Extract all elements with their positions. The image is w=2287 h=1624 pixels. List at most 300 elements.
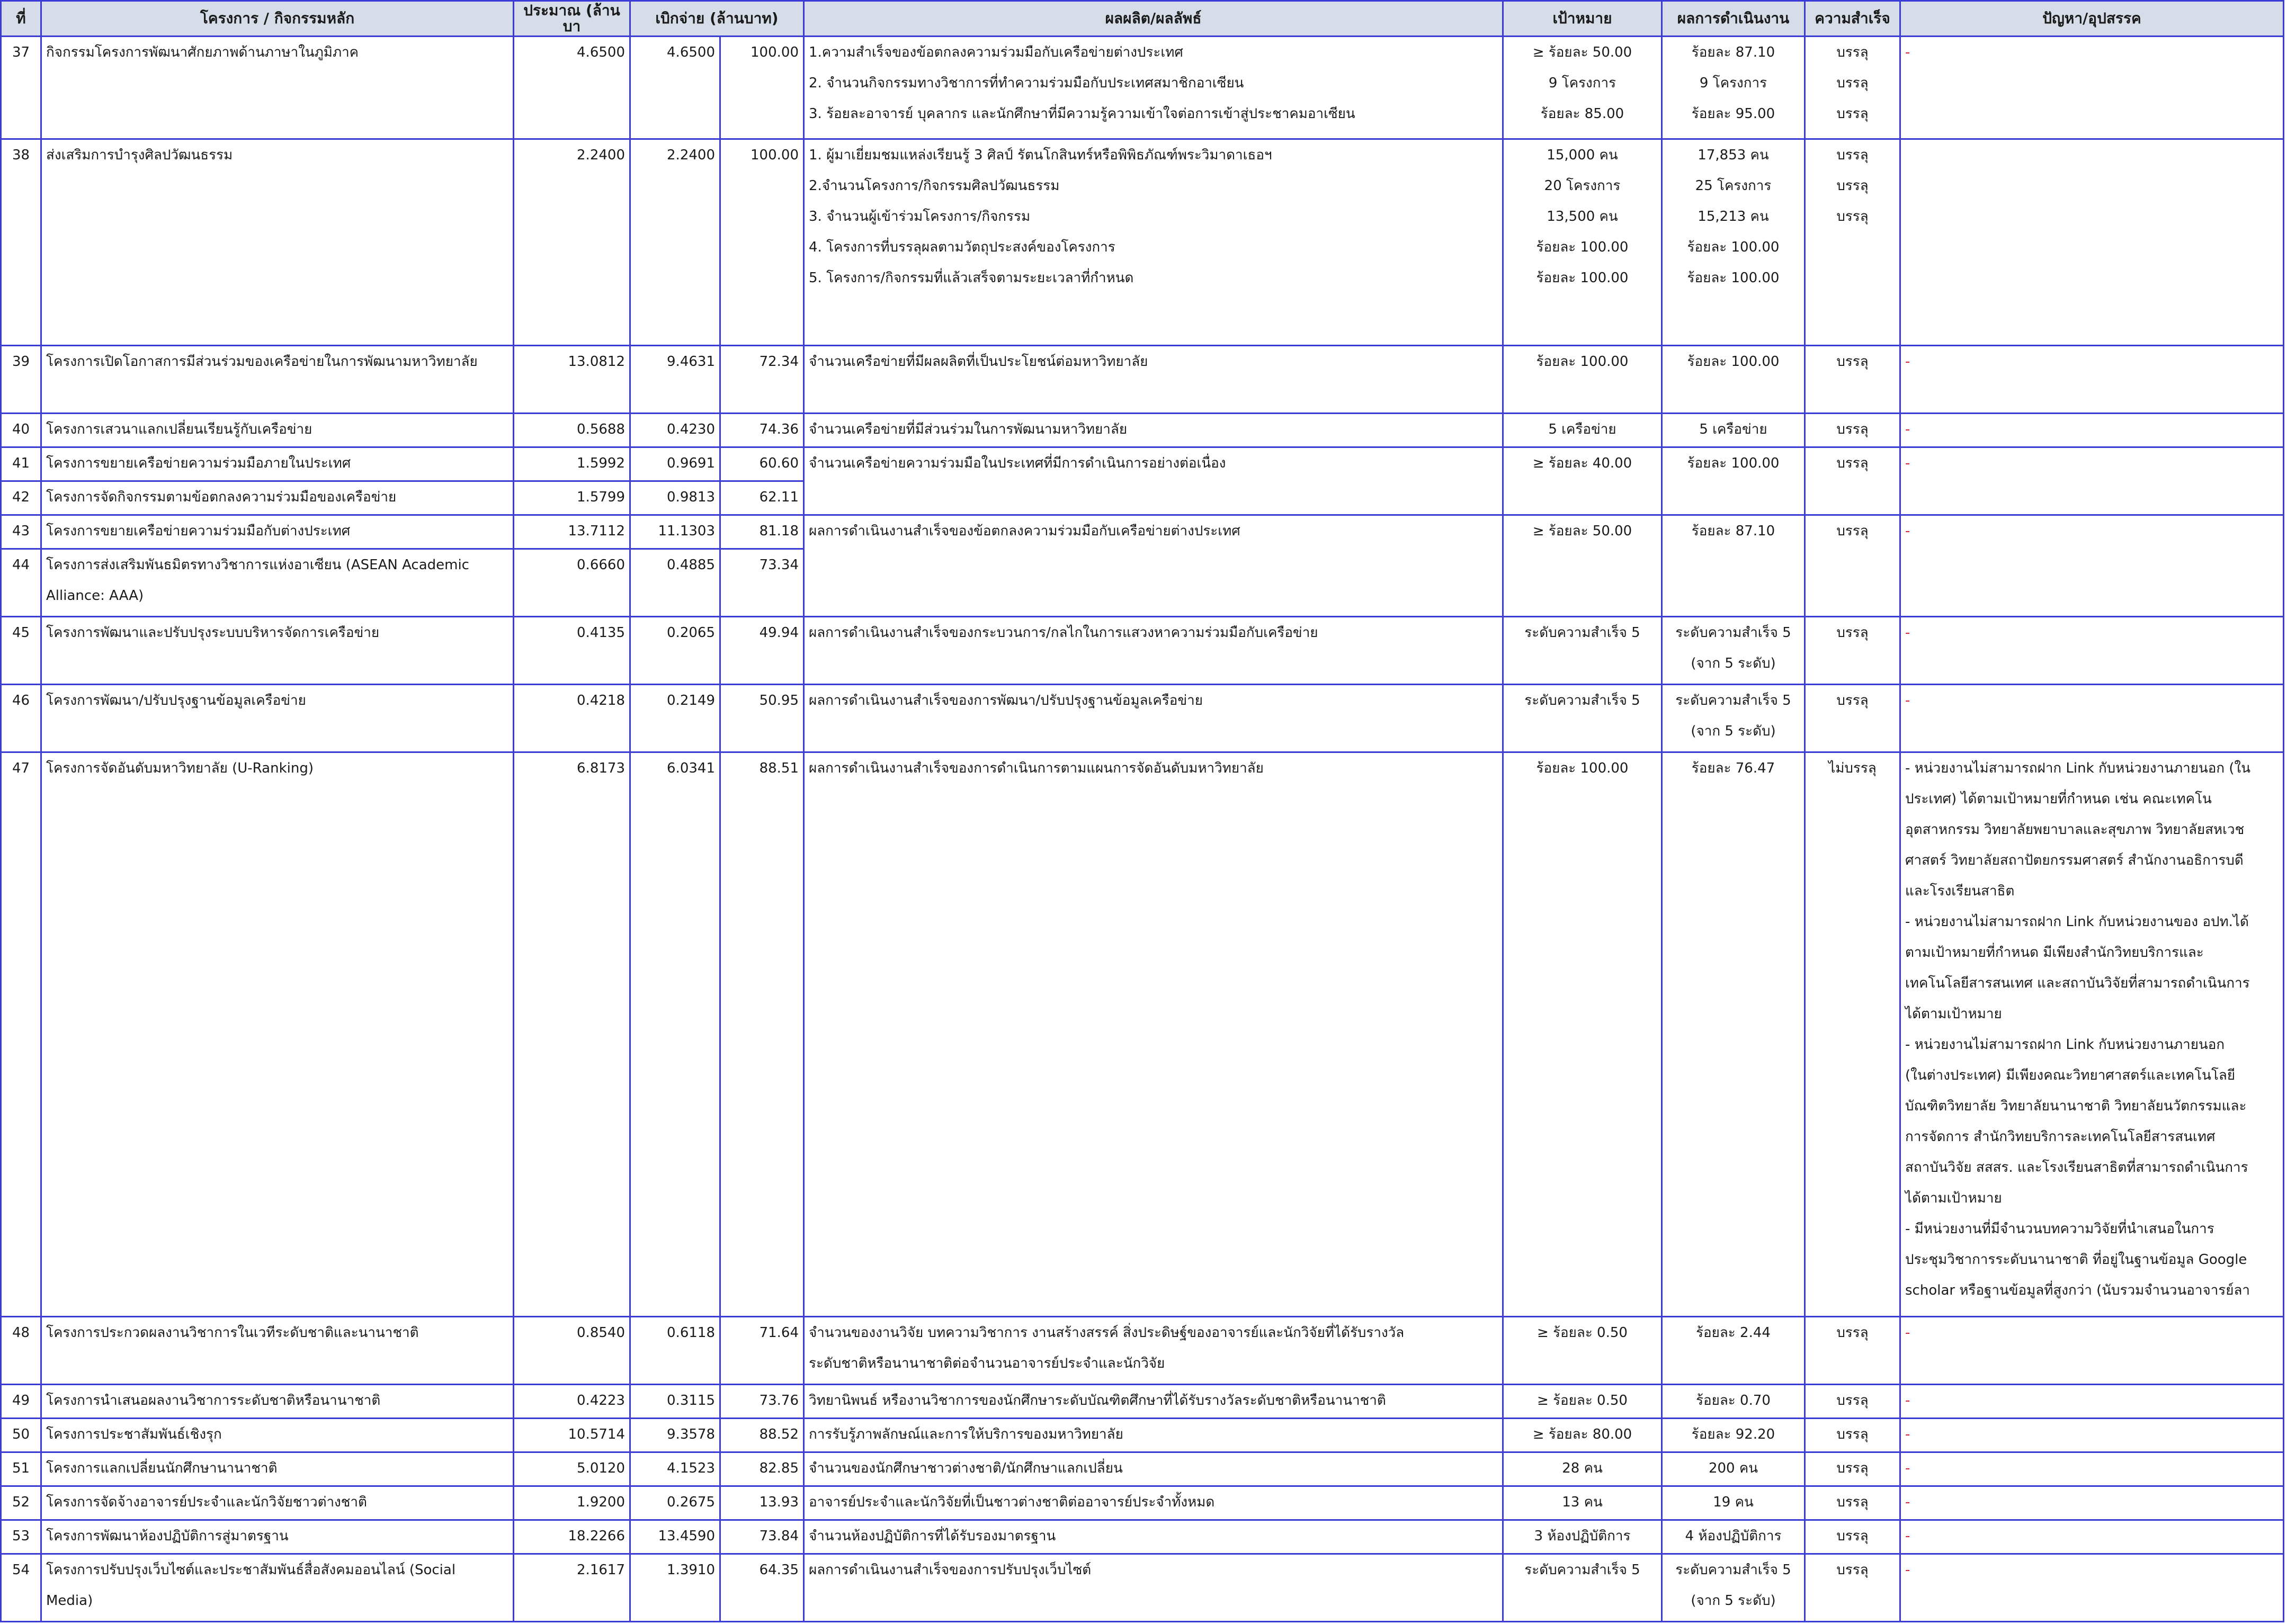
output-line: อาจารย์ประจำและนักวิจัยที่เป็นชาวต่างชาติต่ออาจารย์ประจำทั้งหมด (809, 1494, 1215, 1510)
result-line: (จาก 5 ระดับ) (1691, 723, 1776, 739)
target-cell (1503, 1385, 1662, 1419)
problem-line: - (1905, 44, 1910, 60)
budget-value: 1.5992 (514, 447, 630, 481)
result-cell (1662, 1317, 1805, 1385)
header-budget: ประมาณ (ล้านบา (514, 1, 630, 37)
project-name (41, 346, 514, 414)
output-line: 2. จำนวนกิจกรรมทางวิชาการที่ทำความร่วมมือกับประเทศสมาชิกอาเซียน (809, 75, 1244, 91)
target-cell (1503, 1419, 1662, 1452)
result-cell (1662, 414, 1805, 447)
spent-value: 0.6118 (630, 1317, 720, 1385)
result-line: ร้อยละ 100.00 (1687, 455, 1780, 471)
success-line: บรรลุ (1836, 1494, 1869, 1510)
target-line: ≥ ร้อยละ 0.50 (1537, 1325, 1628, 1341)
budget-value: 5.0120 (514, 1452, 630, 1486)
success-cell (1805, 414, 1900, 447)
row-number: 51 (1, 1452, 41, 1486)
project-name-line: โครงการประชาสัมพันธ์เชิงรุก (46, 1426, 222, 1442)
output-line: ระดับชาติหรือนานาชาติต่อจำนวนอาจารย์ประจำและนักวิจัย (809, 1356, 1165, 1371)
project-name (41, 414, 514, 447)
percent-value: 49.94 (720, 617, 804, 685)
target-line: ระดับความสำเร็จ 5 (1524, 1562, 1640, 1578)
target-cell (1503, 685, 1662, 752)
target-cell (1503, 346, 1662, 414)
project-name-line: โครงการส่งเสริมพันธมิตรทางวิชาการแห่งอาเซียน (ASEAN Academic (46, 557, 469, 573)
success-line: บรรลุ (1836, 455, 1869, 471)
success-cell (1805, 37, 1900, 139)
problem-line: - (1905, 693, 1910, 708)
target-line: 28 คน (1562, 1460, 1603, 1476)
success-line: บรรลุ (1836, 1426, 1869, 1442)
output-cell (804, 1452, 1503, 1486)
result-line: ร้อยละ 100.00 (1687, 270, 1780, 286)
row-number: 53 (1, 1520, 41, 1554)
problem-line: - มีหน่วยงานที่มีจำนวนบทความวิจัยที่นำเสนอในการ (1905, 1221, 2214, 1237)
problem-line: - หน่วยงานไม่สามารถฝาก Link กับหน่วยงานภายนอก (ใน (1905, 760, 2250, 776)
result-line: (จาก 5 ระดับ) (1691, 656, 1776, 671)
budget-value: 4.6500 (514, 37, 630, 139)
percent-value: 72.34 (720, 346, 804, 414)
row-number: 39 (1, 346, 41, 414)
spent-value: 1.3910 (630, 1554, 720, 1622)
problem-line: สถาบันวิจัย สสสร. และโรงเรียนสาธิตที่สามารถดำเนินการ (1905, 1160, 2248, 1176)
result-line: ร้อยละ 95.00 (1691, 106, 1775, 122)
budget-value: 13.7112 (514, 515, 630, 549)
output-line: 1. ผู้มาเยี่ยมชมแหล่งเรียนรู้ 3 ศิลป์ รัตนโกสินทร์หรือพิพิธภัณฑ์พระวิมาดาเธอฯ (809, 147, 1272, 163)
result-cell (1662, 447, 1805, 515)
problem-line: - (1905, 1426, 1910, 1442)
result-cell (1662, 1520, 1805, 1554)
output-line: วิทยานิพนธ์ หรืองานวิชาการของนักศึกษาระดับบัณฑิตศึกษาที่ได้รับรางวัลระดับชาติหรือนานาชาติ (809, 1393, 1386, 1408)
problem-line: และโรงเรียนสาธิต (1905, 883, 2015, 899)
result-line: ระดับความสำเร็จ 5 (1675, 625, 1791, 641)
problem-line: - (1905, 354, 1910, 370)
problem-cell (1900, 37, 2284, 139)
problem-line: อุตสาหกรรม วิทยาลัยพยาบาลและสุขภาพ วิทยาลัยสหเวช (1905, 822, 2245, 838)
project-name-line: โครงการขยายเครือข่ายความร่วมมือภายในประเทศ (46, 455, 351, 471)
success-line: บรรลุ (1836, 209, 1869, 225)
table-row (1, 752, 2284, 1317)
success-line: บรรลุ (1836, 147, 1869, 163)
percent-value: 64.35 (720, 1554, 804, 1622)
result-line: ร้อยละ 0.70 (1696, 1393, 1771, 1408)
target-cell (1503, 1520, 1662, 1554)
result-cell (1662, 515, 1805, 617)
project-name (41, 1486, 514, 1520)
result-line: 200 คน (1708, 1460, 1758, 1476)
target-line: 3 ห้องปฏิบัติการ (1534, 1528, 1631, 1544)
table-row (1, 515, 2284, 549)
output-cell (804, 414, 1503, 447)
row-number: 37 (1, 37, 41, 139)
project-name-line: โครงการพัฒนาห้องปฏิบัติการสู่มาตรฐาน (46, 1528, 289, 1544)
project-name (41, 481, 514, 515)
row-number: 49 (1, 1385, 41, 1419)
target-cell (1503, 515, 1662, 617)
target-cell (1503, 139, 1662, 346)
percent-value: 73.84 (720, 1520, 804, 1554)
row-number: 40 (1, 414, 41, 447)
result-line: 19 คน (1713, 1494, 1754, 1510)
output-cell (804, 685, 1503, 752)
percent-value: 50.95 (720, 685, 804, 752)
project-name-line: โครงการแลกเปลี่ยนนักศึกษานานาชาติ (46, 1460, 278, 1476)
spent-value: 0.2065 (630, 617, 720, 685)
output-cell (804, 1317, 1503, 1385)
problem-line: บัณฑิตวิทยาลัย วิทยาลัยนานาชาติ วิทยาลัยนวัตกรรมและ (1905, 1098, 2247, 1114)
output-line: ผลการดำเนินงานสำเร็จของข้อตกลงความร่วมมือกับเครือข่ายต่างประเทศ (809, 523, 1240, 539)
target-cell (1503, 414, 1662, 447)
result-line: 9 โครงการ (1699, 75, 1767, 91)
success-line: บรรลุ (1836, 1562, 1869, 1578)
success-cell (1805, 685, 1900, 752)
output-line: จำนวนเครือข่ายที่มีผลผลิตที่เป็นประโยชน์ต่อมหาวิทยาลัย (809, 354, 1148, 370)
target-cell (1503, 752, 1662, 1317)
project-name (41, 139, 514, 346)
header-output: ผลผลิต/ผลลัพธ์ (804, 1, 1503, 37)
problem-line: - หน่วยงานไม่สามารถฝาก Link กับหน่วยงานของ อปท.ได้ (1905, 914, 2249, 930)
result-line: ร้อยละ 87.10 (1691, 44, 1775, 60)
target-cell (1503, 1452, 1662, 1486)
result-line: ร้อยละ 92.20 (1691, 1426, 1775, 1442)
problem-line: - (1905, 421, 1910, 437)
output-cell (804, 1419, 1503, 1452)
spent-value: 0.2675 (630, 1486, 720, 1520)
header-spent: เบิกจ่าย (ล้านบาท) (630, 1, 804, 37)
project-name-line: กิจกรรมโครงการพัฒนาศักยภาพด้านภาษาในภูมิภาค (46, 44, 359, 60)
result-cell (1662, 1486, 1805, 1520)
target-line: ≥ ร้อยละ 50.00 (1532, 44, 1632, 60)
problem-line: ประชุมวิชาการระดับนานาชาติ ที่อยู่ในฐานข้อมูล Google (1905, 1252, 2247, 1268)
target-line: ร้อยละ 85.00 (1540, 106, 1624, 122)
output-line: 5. โครงการ/กิจกรรมที่แล้วเสร็จตามระยะเวลาที่กำหนด (809, 270, 1134, 286)
result-line: 5 เครือข่าย (1699, 421, 1767, 437)
problem-line: - หน่วยงานไม่สามารถฝาก Link กับหน่วยงานภายนอก (1905, 1037, 2225, 1053)
target-cell (1503, 1486, 1662, 1520)
percent-value: 60.60 (720, 447, 804, 481)
budget-value: 10.5714 (514, 1419, 630, 1452)
row-number: 43 (1, 515, 41, 549)
row-number: 44 (1, 549, 41, 617)
problem-line: เทคโนโลยีสารสนเทศ และสถาบันวิจัยที่สามารถดำเนินการ (1905, 975, 2250, 991)
output-line: จำนวนเครือข่ายที่มีส่วนร่วมในการพัฒนามหาวิทยาลัย (809, 421, 1128, 437)
project-name-line: โครงการจัดอันดับมหาวิทยาลัย (U-Ranking) (46, 760, 314, 776)
budget-value: 6.8173 (514, 752, 630, 1317)
row-number: 42 (1, 481, 41, 515)
output-cell (804, 37, 1503, 139)
target-line: ร้อยละ 100.00 (1536, 354, 1629, 370)
project-name-line: โครงการพัฒนา/ปรับปรุงฐานข้อมูลเครือข่าย (46, 693, 306, 708)
spent-value: 4.6500 (630, 37, 720, 139)
problem-line: ตามเป้าหมายที่กำหนด มีเพียงสำนักวิทยบริการและ (1905, 945, 2204, 961)
problem-line: - (1905, 1562, 1910, 1578)
success-cell (1805, 752, 1900, 1317)
spent-value: 9.3578 (630, 1419, 720, 1452)
problem-cell (1900, 1419, 2284, 1452)
result-cell (1662, 685, 1805, 752)
problem-line: - (1905, 1494, 1910, 1510)
spent-value: 0.9691 (630, 447, 720, 481)
problem-line: การจัดการ สำนักวิทยบริการละเทคโนโลยีสารสนเทศ (1905, 1129, 2215, 1145)
success-cell (1805, 139, 1900, 346)
budget-value: 2.1617 (514, 1554, 630, 1622)
project-name-line: Alliance: AAA) (46, 588, 144, 604)
problem-cell (1900, 685, 2284, 752)
problem-line: - (1905, 625, 1910, 641)
problem-line: - (1905, 1393, 1910, 1408)
result-line: ร้อยละ 76.47 (1691, 760, 1775, 776)
problem-line: - (1905, 523, 1910, 539)
result-line: ร้อยละ 2.44 (1696, 1325, 1771, 1341)
success-line: บรรลุ (1836, 44, 1869, 60)
project-name (41, 1385, 514, 1419)
problem-cell (1900, 1486, 2284, 1520)
output-line: 4. โครงการที่บรรลุผลตามวัตถุประสงค์ของโครงการ (809, 239, 1115, 255)
output-line: 2.จำนวนโครงการ/กิจกรรมศิลปวัฒนธรรม (809, 178, 1060, 194)
output-line: จำนวนเครือข่ายความร่วมมือในประเทศที่มีการดำเนินการอย่างต่อเนื่อง (809, 455, 1226, 471)
target-line: ≥ ร้อยละ 0.50 (1537, 1393, 1628, 1408)
problem-line: (ในต่างประเทศ) มีเพียงคณะวิทยาศาสตร์และเทคโนโลยี (1905, 1067, 2236, 1083)
output-cell (804, 447, 1503, 515)
success-cell (1805, 1317, 1900, 1385)
target-line: ร้อยละ 100.00 (1536, 760, 1629, 776)
problem-cell (1900, 447, 2284, 515)
project-name (41, 1554, 514, 1622)
target-cell (1503, 37, 1662, 139)
table-row (1, 139, 2284, 346)
project-name-line: โครงการพัฒนาและปรับปรุงระบบบริหารจัดการเครือข่าย (46, 625, 380, 641)
target-line: 13,500 คน (1547, 209, 1618, 225)
result-line: ระดับความสำเร็จ 5 (1675, 1562, 1791, 1578)
project-name-line: โครงการจัดกิจกรรมตามข้อตกลงความร่วมมือของเครือข่าย (46, 489, 397, 505)
row-number: 54 (1, 1554, 41, 1622)
row-number: 38 (1, 139, 41, 346)
project-name-line: โครงการประกวดผลงานวิชาการในเวทีระดับชาติและนานาชาติ (46, 1325, 419, 1341)
percent-value: 62.11 (720, 481, 804, 515)
output-cell (804, 515, 1503, 617)
result-line: 15,213 คน (1698, 209, 1769, 225)
budget-value: 0.5688 (514, 414, 630, 447)
output-line: จำนวนของนักศึกษาชาวต่างชาติ/นักศึกษาแลกเปลี่ยน (809, 1460, 1123, 1476)
target-line: 9 โครงการ (1548, 75, 1616, 91)
project-name-line: โครงการเปิดโอกาสการมีส่วนร่วมของเครือข่ายในการพัฒนามหาวิทยาลัย (46, 354, 478, 370)
output-cell (804, 752, 1503, 1317)
table-row (1, 37, 2284, 139)
row-number: 48 (1, 1317, 41, 1385)
table-row (1, 617, 2284, 685)
success-line: บรรลุ (1836, 75, 1869, 91)
target-line: ≥ ร้อยละ 80.00 (1532, 1426, 1632, 1442)
result-cell (1662, 752, 1805, 1317)
output-line: ผลการดำเนินงานสำเร็จของการพัฒนา/ปรับปรุงฐานข้อมูลเครือข่าย (809, 693, 1203, 708)
spent-value: 13.4590 (630, 1520, 720, 1554)
budget-value: 0.4218 (514, 685, 630, 752)
success-line: บรรลุ (1836, 178, 1869, 194)
output-cell (804, 1486, 1503, 1520)
output-line: 1.ความสำเร็จของข้อตกลงความร่วมมือกับเครือข่ายต่างประเทศ (809, 44, 1183, 60)
result-line: 25 โครงการ (1695, 178, 1772, 194)
spent-value: 6.0341 (630, 752, 720, 1317)
result-cell (1662, 346, 1805, 414)
budget-value: 2.2400 (514, 139, 630, 346)
problem-cell (1900, 752, 2284, 1317)
project-name (41, 515, 514, 549)
problem-cell (1900, 139, 2284, 346)
target-line: ระดับความสำเร็จ 5 (1524, 693, 1640, 708)
percent-value: 73.34 (720, 549, 804, 617)
output-line: ผลการดำเนินงานสำเร็จของการดำเนินการตามแผนการจัดอันดับมหาวิทยาลัย (809, 760, 1264, 776)
percent-value: 71.64 (720, 1317, 804, 1385)
problem-line: - (1905, 1325, 1910, 1341)
result-line: (จาก 5 ระดับ) (1691, 1593, 1776, 1609)
percent-value: 74.36 (720, 414, 804, 447)
problem-cell (1900, 414, 2284, 447)
project-name (41, 1419, 514, 1452)
success-line: บรรลุ (1836, 1393, 1869, 1408)
success-line: บรรลุ (1836, 625, 1869, 641)
spent-value: 9.4631 (630, 346, 720, 414)
success-cell (1805, 1486, 1900, 1520)
result-cell (1662, 139, 1805, 346)
result-cell (1662, 1452, 1805, 1486)
problem-cell (1900, 1554, 2284, 1622)
spent-value: 4.1523 (630, 1452, 720, 1486)
success-line: บรรลุ (1836, 1325, 1869, 1341)
project-name-line: ส่งเสริมการบำรุงศิลปวัฒนธรรม (46, 147, 233, 163)
table-row (1, 1554, 2284, 1622)
result-cell (1662, 617, 1805, 685)
target-line: 15,000 คน (1547, 147, 1618, 163)
output-cell (804, 139, 1503, 346)
problem-line: - (1905, 455, 1910, 471)
project-name-line: โครงการเสวนาแลกเปลี่ยนเรียนรู้กับเครือข่าย (46, 421, 312, 437)
project-name-line: โครงการจัดจ้างอาจารย์ประจำและนักวิจัยชาวต่างชาติ (46, 1494, 367, 1510)
target-line: ≥ ร้อยละ 40.00 (1532, 455, 1632, 471)
problem-line: ได้ตามเป้าหมาย (1905, 1006, 2002, 1022)
output-line: 3. ร้อยละอาจารย์ บุคลากร และนักศึกษาที่มีความรู้ความเข้าใจต่อการเข้าสู่ประชาคมอาเซียน (809, 106, 1355, 122)
spent-value: 11.1303 (630, 515, 720, 549)
spent-value: 0.4885 (630, 549, 720, 617)
header-result: ผลการดำเนินงาน (1662, 1, 1805, 37)
result-cell (1662, 1419, 1805, 1452)
project-name (41, 37, 514, 139)
project-name (41, 752, 514, 1317)
percent-value: 88.52 (720, 1419, 804, 1452)
output-line: จำนวนห้องปฏิบัติการที่ได้รับรองมาตรฐาน (809, 1528, 1056, 1544)
table-row (1, 1419, 2284, 1452)
row-number: 50 (1, 1419, 41, 1452)
output-line: ผลการดำเนินงานสำเร็จของกระบวนการ/กลไกในการแสวงหาความร่วมมือกับเครือข่าย (809, 625, 1318, 641)
project-name-line: โครงการขยายเครือข่ายความร่วมมือกับต่างประเทศ (46, 523, 351, 539)
output-cell (804, 346, 1503, 414)
output-line: การรับรู้ภาพลักษณ์และการให้บริการของมหาวิทยาลัย (809, 1426, 1123, 1442)
success-cell (1805, 447, 1900, 515)
success-cell (1805, 1419, 1900, 1452)
target-cell (1503, 447, 1662, 515)
row-number: 45 (1, 617, 41, 685)
table-row (1, 414, 2284, 447)
output-cell (804, 617, 1503, 685)
spent-value: 0.2149 (630, 685, 720, 752)
output-line: ผลการดำเนินงานสำเร็จของการปรับปรุงเว็บไซต์ (809, 1562, 1092, 1578)
project-name (41, 617, 514, 685)
budget-value: 0.8540 (514, 1317, 630, 1385)
success-cell (1805, 617, 1900, 685)
success-line: บรรลุ (1836, 106, 1869, 122)
success-cell (1805, 1520, 1900, 1554)
target-cell (1503, 1317, 1662, 1385)
output-cell (804, 1385, 1503, 1419)
problem-cell (1900, 1317, 2284, 1385)
project-name-line: โครงการปรับปรุงเว็บไซต์และประชาสัมพันธ์สื่อสังคมออนไลน์ (Social (46, 1562, 456, 1578)
output-cell (804, 1554, 1503, 1622)
project-name (41, 685, 514, 752)
budget-value: 13.0812 (514, 346, 630, 414)
success-line: บรรลุ (1836, 421, 1869, 437)
success-cell (1805, 515, 1900, 617)
header-project: โครงการ / กิจกรรมหลัก (41, 1, 514, 37)
problem-cell (1900, 346, 2284, 414)
row-number: 46 (1, 685, 41, 752)
budget-value: 18.2266 (514, 1520, 630, 1554)
problem-line: - (1905, 1460, 1910, 1476)
budget-value: 1.5799 (514, 481, 630, 515)
percent-value: 100.00 (720, 139, 804, 346)
table-row (1, 1452, 2284, 1486)
result-line: ร้อยละ 87.10 (1691, 523, 1775, 539)
spent-value: 0.9813 (630, 481, 720, 515)
row-number: 52 (1, 1486, 41, 1520)
problem-line: scholar หรือฐานข้อมูลที่สูงกว่า (นับรวมจำนวนอาจารย์ลา (1905, 1282, 2250, 1298)
result-line: ร้อยละ 100.00 (1687, 239, 1780, 255)
problem-cell (1900, 1520, 2284, 1554)
project-name (41, 1520, 514, 1554)
header-row (1, 1, 2284, 37)
problem-cell (1900, 1452, 2284, 1486)
project-name-line: โครงการนำเสนอผลงานวิชาการระดับชาติหรือนานาชาติ (46, 1393, 381, 1408)
result-cell (1662, 1554, 1805, 1622)
problem-line: ประเทศ) ได้ตามเป้าหมายที่กำหนด เช่น คณะเทคโน (1905, 791, 2212, 807)
spent-value: 0.4230 (630, 414, 720, 447)
output-line: จำนวนของงานวิจัย บทความวิชาการ งานสร้างสรรค์ สิ่งประดิษฐ์ของอาจารย์และนักวิจัยที่ได้รับรางวัล (809, 1325, 1405, 1341)
percent-value: 88.51 (720, 752, 804, 1317)
percent-value: 100.00 (720, 37, 804, 139)
success-line: บรรลุ (1836, 1460, 1869, 1476)
success-cell (1805, 1385, 1900, 1419)
table-row (1, 1486, 2284, 1520)
target-cell (1503, 1554, 1662, 1622)
header-problem: ปัญหา/อุปสรรค (1900, 1, 2284, 37)
success-line: บรรลุ (1836, 354, 1869, 370)
success-line: บรรลุ (1836, 1528, 1869, 1544)
target-line: 5 เครือข่าย (1548, 421, 1616, 437)
problem-line: ศาสตร์ วิทยาลัยสถาปัตยกรรมศาสตร์ สำนักงานอธิการบดี (1905, 853, 2244, 868)
success-cell (1805, 1452, 1900, 1486)
budget-value: 1.9200 (514, 1486, 630, 1520)
table-row (1, 685, 2284, 752)
success-line: บรรลุ (1836, 523, 1869, 539)
target-line: 20 โครงการ (1544, 178, 1621, 194)
problem-cell (1900, 617, 2284, 685)
success-cell (1805, 346, 1900, 414)
project-name-line: Media) (46, 1593, 93, 1609)
target-line: ร้อยละ 100.00 (1536, 239, 1629, 255)
problem-line: ได้ตามเป้าหมาย (1905, 1190, 2002, 1206)
spent-value: 0.3115 (630, 1385, 720, 1419)
header-success: ความสำเร็จ (1805, 1, 1900, 37)
project-name (41, 1317, 514, 1385)
budget-value: 0.4223 (514, 1385, 630, 1419)
